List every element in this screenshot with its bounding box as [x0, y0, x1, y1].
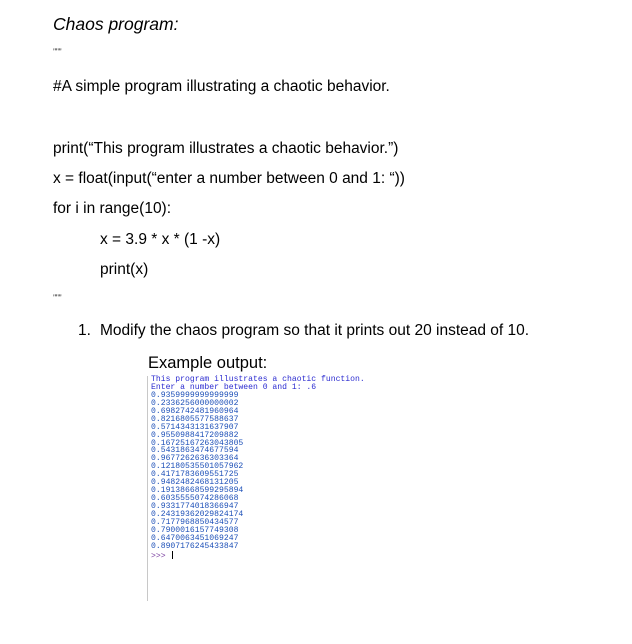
output-line: 0.4171783609551725: [151, 470, 239, 480]
output-line: 0.9482482468131205: [151, 478, 239, 488]
output-line: 0.6982742481960964: [151, 406, 239, 416]
output-line: 0.8907176245433847: [151, 541, 239, 551]
output-line: 0.7177968850434577: [151, 517, 239, 527]
output-line: 0.9359999999999999: [151, 390, 239, 400]
document-title: Chaos program:: [53, 14, 179, 34]
output-line: 0.24319362029824174: [151, 509, 244, 519]
code-line-print-x: print(x): [100, 261, 149, 278]
output-line: 0.16725167263043805: [151, 438, 244, 448]
code-line-input: x = float(input(“enter a number between 0 and 1: “)): [53, 170, 405, 187]
task-text: Modify the chaos program so that it prints out 20 instead of 10.: [100, 322, 530, 339]
text-cursor: [172, 551, 173, 559]
output-line: 0.9550988417209882: [151, 430, 239, 440]
output-line: 0.6035555074286068: [151, 494, 239, 504]
docstring-open-quotes: """: [53, 47, 62, 56]
docstring-close-quotes: """: [53, 293, 62, 302]
task-item: [78, 322, 529, 340]
shell-prompt[interactable]: [151, 551, 392, 561]
output-line: 0.19138668599295894: [151, 486, 244, 496]
example-output-title: Example output:: [148, 354, 268, 372]
example-output-console: [147, 376, 392, 601]
output-line: 0.9331774018366947: [151, 502, 239, 511]
output-line: 0.9677262636303364: [151, 454, 239, 464]
code-line-print: print(“This program illustrates a chaotic behavior.”): [53, 140, 399, 157]
comment-line: #A simple program illustrating a chaotic behavior.: [53, 78, 390, 95]
output-line: 0.6470063451069247: [151, 533, 239, 543]
shell-prompt-text: >>>: [151, 551, 171, 561]
output-line: 0.2336256000000002: [151, 398, 239, 408]
output-line: 0.7900016157749308: [151, 525, 239, 535]
task-number: 1.: [78, 322, 91, 339]
output-line: This program illustrates a chaotic function.: [151, 375, 365, 384]
output-line: Enter a number between 0 and 1: .6: [151, 382, 317, 392]
output-line: 0.5431863474677594: [151, 446, 239, 456]
output-line: 0.5714343131637907: [151, 422, 239, 432]
output-line: 0.8216805577588637: [151, 414, 239, 424]
output-line: 0.12180535501057962: [151, 462, 244, 472]
code-line-for: for i in range(10):: [53, 200, 172, 217]
code-line-assign: x = 3.9 * x * (1 -x): [100, 231, 221, 248]
